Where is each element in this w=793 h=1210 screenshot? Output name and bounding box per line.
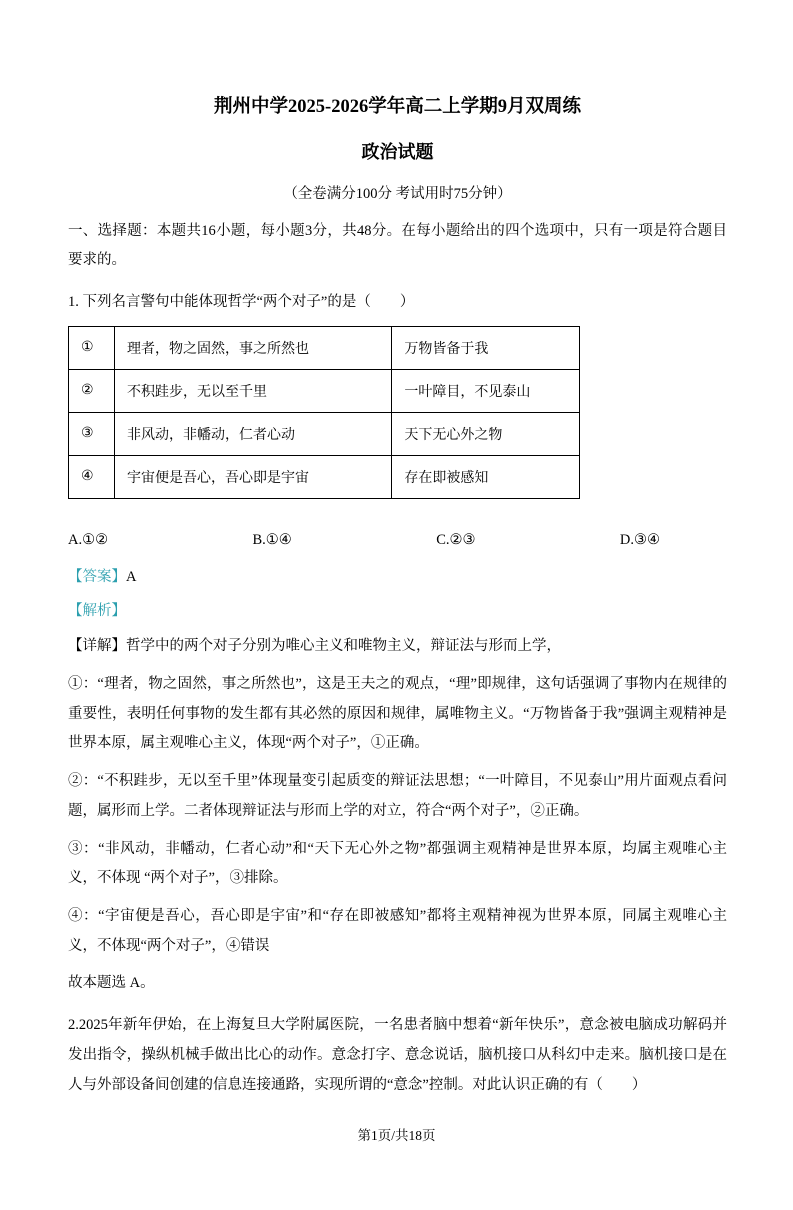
section-intro: 一、选择题：本题共16小题，每小题3分，共48分。在每小题给出的四个选项中，只有一项是符合题目要求的。 xyxy=(68,222,727,269)
answer-label: 【答案】 xyxy=(68,569,126,586)
detail-paragraph: ③：“非风动，非幡动，仁者心动”和“天下无心外之物”都强调主观精神是世界本原，均属主观唯心主义，不体现 “两个对子”，③排除。 xyxy=(68,840,727,887)
question1-table xyxy=(68,326,580,499)
quote-left: 非风动，非幡动，仁者心动 xyxy=(114,412,391,455)
quote-right: 天下无心外之物 xyxy=(392,412,580,455)
option-d: D.③④ xyxy=(619,531,660,548)
analysis-line xyxy=(68,598,727,624)
question2-stem: 2.2025年新年伊始，在上海复旦大学附属医院，一名患者脑中想着“新年快乐”，意念被电脑成功解码并发出指令，操纵机械手做出比心的动作。意念打字、意念说话，脑机接口从科幻中走来。脑机接口是在人与外部设备间创建的信息连接通路，实现所谓的“意念”控制。对此认识正确的有（ ） xyxy=(68,1017,727,1093)
detail-paragraph: ①：“理者，物之固然，事之所然也”，这是王夫之的观点，“理”即规律，这句话强调了事物内在规律的重要性，表明任何事物的发生都有其必然的原因和规律，属唯物主义。“万物皆备于我”强调主观精神是世界本原，属主观唯心主义，体现“两个对子”，①正确。 xyxy=(68,676,727,752)
quote-right: 万物皆备于我 xyxy=(392,326,580,369)
table-row xyxy=(69,369,580,412)
question1-options xyxy=(68,529,660,552)
quote-right: 存在即被感知 xyxy=(392,455,580,498)
quote-left: 宇宙便是吾心，吾心即是宇宙 xyxy=(114,455,391,498)
option-b: B.①④ xyxy=(252,531,292,548)
row-number: ② xyxy=(69,369,115,412)
detail-paragraph: ②：“不积跬步，无以至千里”体现量变引起质变的辩证法思想；“一叶障目，不见泰山”用片面观点看问题，属形而上学。二者体现辩证法与形而上学的对立，符合“两个对子”，②正确。 xyxy=(68,773,727,819)
detail-paragraph: 【详解】哲学中的两个对子分别为唯心主义和唯物主义，辩证法与形而上学， xyxy=(68,638,561,655)
table-row xyxy=(69,326,580,369)
row-number: ① xyxy=(69,326,115,369)
row-number: ③ xyxy=(69,412,115,455)
exam-title: 荆州中学2025-2026学年高二上学期9月双周练 xyxy=(214,97,581,117)
page-footer: 第1页/共18页 xyxy=(357,1128,436,1144)
row-number: ④ xyxy=(69,455,115,498)
exam-meta: （全卷满分100分 考试用时75分钟） xyxy=(283,185,512,202)
conclusion-line: 故本题选 A。 xyxy=(68,975,155,992)
table-row xyxy=(69,455,580,498)
quote-left: 理者，物之固然，事之所然也 xyxy=(114,326,391,369)
option-a: A.①② xyxy=(68,531,109,548)
table-row xyxy=(69,412,580,455)
exam-subject: 政治试题 xyxy=(361,141,434,162)
answer-line xyxy=(68,564,727,590)
analysis-label: 【解析】 xyxy=(68,603,126,620)
question1-stem: 1. 下列名言警句中能体现哲学“两个对子”的是（ ） xyxy=(68,294,415,311)
quote-left: 不积跬步，无以至千里 xyxy=(114,369,391,412)
detail-paragraph: ④：“宇宙便是吾心，吾心即是宇宙”和“存在即被感知”都将主观精神视为世界本原，同属主观唯心主义，不体现“两个对子”，④错误 xyxy=(68,908,727,954)
option-c: C.②③ xyxy=(436,531,476,548)
answer-value: A xyxy=(126,569,137,586)
quote-right: 一叶障目，不见泰山 xyxy=(392,369,580,412)
